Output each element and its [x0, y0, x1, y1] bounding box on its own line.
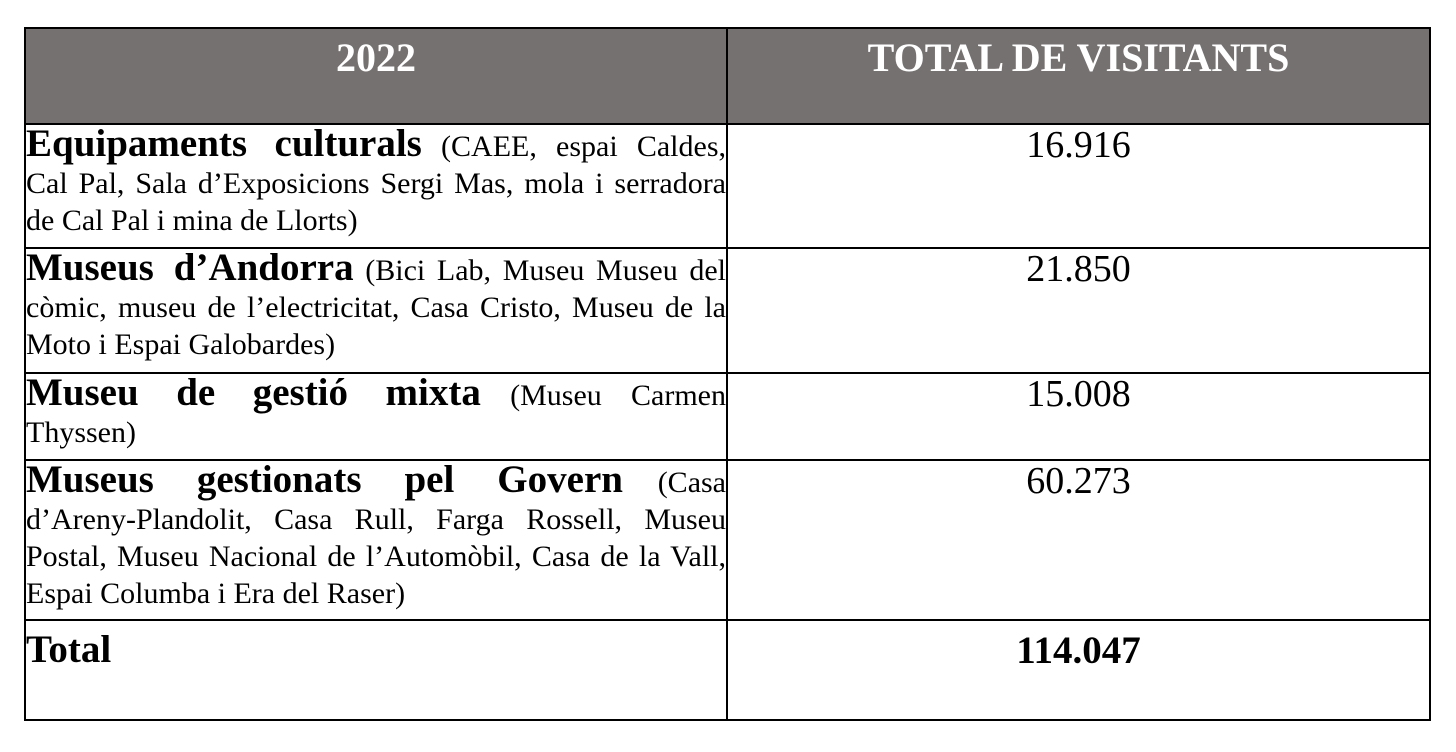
category-name: Museus d’Andorra — [26, 246, 354, 289]
visitors-value: 21.850 — [727, 248, 1430, 373]
category-cell — [25, 248, 727, 373]
visitors-value: 16.916 — [727, 124, 1430, 248]
table-header — [25, 28, 1430, 124]
table-row — [25, 460, 1430, 620]
category-detail: (CAEE, espai Caldes, Cal Pal, Sala d’Exposicions Sergi Mas, mola i serradora de Cal Pal i mina de Llorts) — [26, 130, 727, 237]
category-detail: (Casa d’Areny-Plandolit, Casa Rull, Farga Rossell, Museu Postal, Museu Nacional de l’Automòbil, Casa de la Vall, Espai Columba i Era del Raser) — [26, 466, 726, 610]
header-total-visitors: TOTAL DE VISITANTS — [727, 28, 1430, 124]
table-row — [25, 248, 1430, 373]
category-detail: (Bici Lab, Museu Museu del còmic, museu de l’electricitat, Casa Cristo, Museu de la Moto i Espai Galobardes) — [26, 254, 726, 361]
category-detail: (Museu Carmen Thyssen) — [26, 379, 726, 449]
total-value: 114.047 — [727, 620, 1430, 720]
table-row — [25, 124, 1430, 248]
category-name: Museus gestionats pel Govern — [26, 458, 623, 501]
category-cell — [25, 460, 727, 620]
visitors-value: 60.273 — [727, 460, 1430, 620]
table-row — [25, 373, 1430, 460]
visitors-value: 15.008 — [727, 373, 1430, 460]
category-name: Equipaments culturals — [26, 122, 422, 165]
header-row — [25, 28, 1430, 124]
category-cell — [25, 373, 727, 460]
total-label: Total — [25, 620, 727, 720]
category-cell — [25, 124, 727, 248]
total-row — [25, 620, 1430, 720]
table-body — [25, 124, 1430, 720]
header-year: 2022 — [25, 28, 727, 124]
category-name: Museu de gestió mixta — [26, 371, 481, 414]
visitors-table — [24, 27, 1431, 721]
